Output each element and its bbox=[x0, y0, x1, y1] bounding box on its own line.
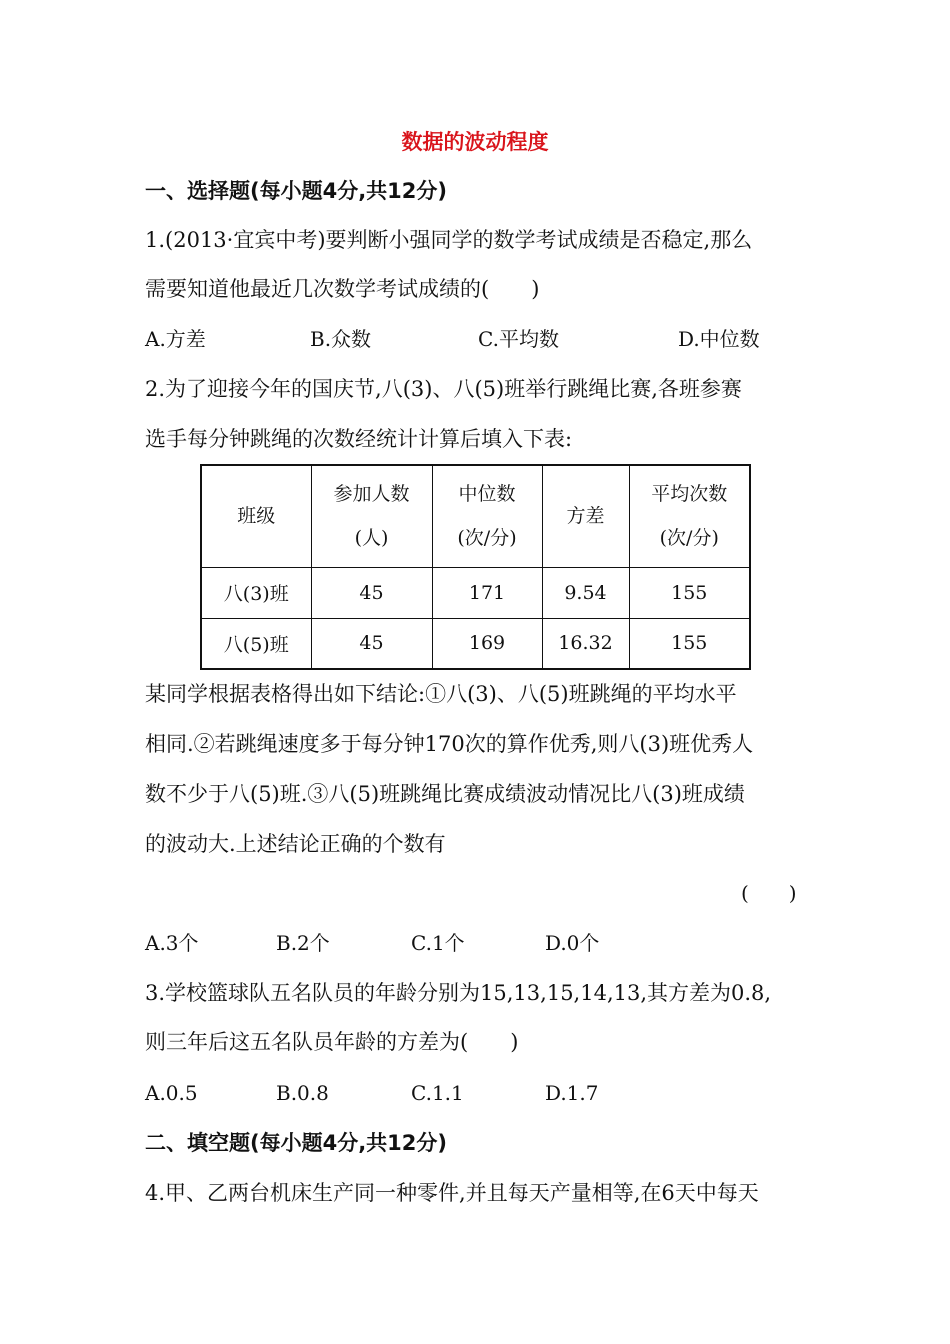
q1-option-a: A.方差 bbox=[145, 327, 206, 351]
q3-line2: 则三年后这五名队员年龄的方差为( ) bbox=[145, 1030, 519, 1054]
q2-line2: 选手每分钟跳绳的次数经统计计算后填入下表: bbox=[145, 427, 573, 451]
q3-option-b: B.0.8 bbox=[276, 1081, 329, 1105]
q2-option-c: C.1个 bbox=[411, 931, 465, 955]
table-cell: 16.32 bbox=[542, 618, 629, 669]
section-heading-choice: 一、选择题(每小题4分,共12分) bbox=[145, 179, 448, 203]
q2-line1: 2.为了迎接今年的国庆节,八(3)、八(5)班举行跳绳比赛,各班参赛 bbox=[145, 377, 742, 401]
q1-option-b: B.众数 bbox=[310, 327, 372, 351]
table-row bbox=[201, 618, 750, 669]
table-header-cell: 参加人数 (人) bbox=[311, 465, 432, 567]
table-cell: 八(5)班 bbox=[201, 618, 311, 669]
table-header-cell: 平均次数 (次/分) bbox=[629, 465, 750, 567]
q1-option-d: D.中位数 bbox=[678, 327, 760, 351]
q1-line2: 需要知道他最近几次数学考试成绩的( ) bbox=[145, 277, 540, 301]
table-cell: 171 bbox=[432, 567, 542, 618]
q2-option-a: A.3个 bbox=[145, 931, 199, 955]
table-header-row bbox=[201, 465, 750, 567]
q2-option-b: B.2个 bbox=[276, 931, 330, 955]
table-cell: 155 bbox=[629, 567, 750, 618]
q1-option-c: C.平均数 bbox=[478, 327, 559, 351]
table-cell: 169 bbox=[432, 618, 542, 669]
q3-option-a: A.0.5 bbox=[145, 1081, 198, 1105]
q2-answer-bracket: ( ) bbox=[741, 881, 797, 905]
q2-text1: 某同学根据表格得出如下结论:①八(3)、八(5)班跳绳的平均水平 bbox=[145, 682, 737, 706]
q3-line1: 3.学校篮球队五名队员的年龄分别为15,13,15,14,13,其方差为0.8, bbox=[145, 981, 772, 1005]
table-cell: 9.54 bbox=[542, 567, 629, 618]
q3-option-c: C.1.1 bbox=[411, 1081, 464, 1105]
section-heading-fill: 二、填空题(每小题4分,共12分) bbox=[145, 1131, 448, 1155]
table-header-cell: 方差 bbox=[542, 465, 629, 567]
table-header-cell: 班级 bbox=[201, 465, 311, 567]
q2-option-d: D.0个 bbox=[545, 931, 600, 955]
jump-rope-stats-table bbox=[200, 464, 751, 670]
page-title: 数据的波动程度 bbox=[401, 130, 549, 154]
table-cell: 45 bbox=[311, 618, 432, 669]
q2-text3: 数不少于八(5)班.③八(5)班跳绳比赛成绩波动情况比八(3)班成绩 bbox=[145, 782, 745, 806]
table-cell: 八(3)班 bbox=[201, 567, 311, 618]
table-cell: 45 bbox=[311, 567, 432, 618]
q4-line1: 4.甲、乙两台机床生产同一种零件,并且每天产量相等,在6天中每天 bbox=[145, 1181, 759, 1205]
q1-line1: 1.(2013·宜宾中考)要判断小强同学的数学考试成绩是否稳定,那么 bbox=[145, 228, 753, 252]
q3-option-d: D.1.7 bbox=[545, 1081, 599, 1105]
table-header-cell: 中位数 (次/分) bbox=[432, 465, 542, 567]
q2-text2: 相同.②若跳绳速度多于每分钟170次的算作优秀,则八(3)班优秀人 bbox=[145, 732, 754, 756]
q2-text4: 的波动大.上述结论正确的个数有 bbox=[145, 832, 446, 856]
table-row bbox=[201, 567, 750, 618]
table-cell: 155 bbox=[629, 618, 750, 669]
